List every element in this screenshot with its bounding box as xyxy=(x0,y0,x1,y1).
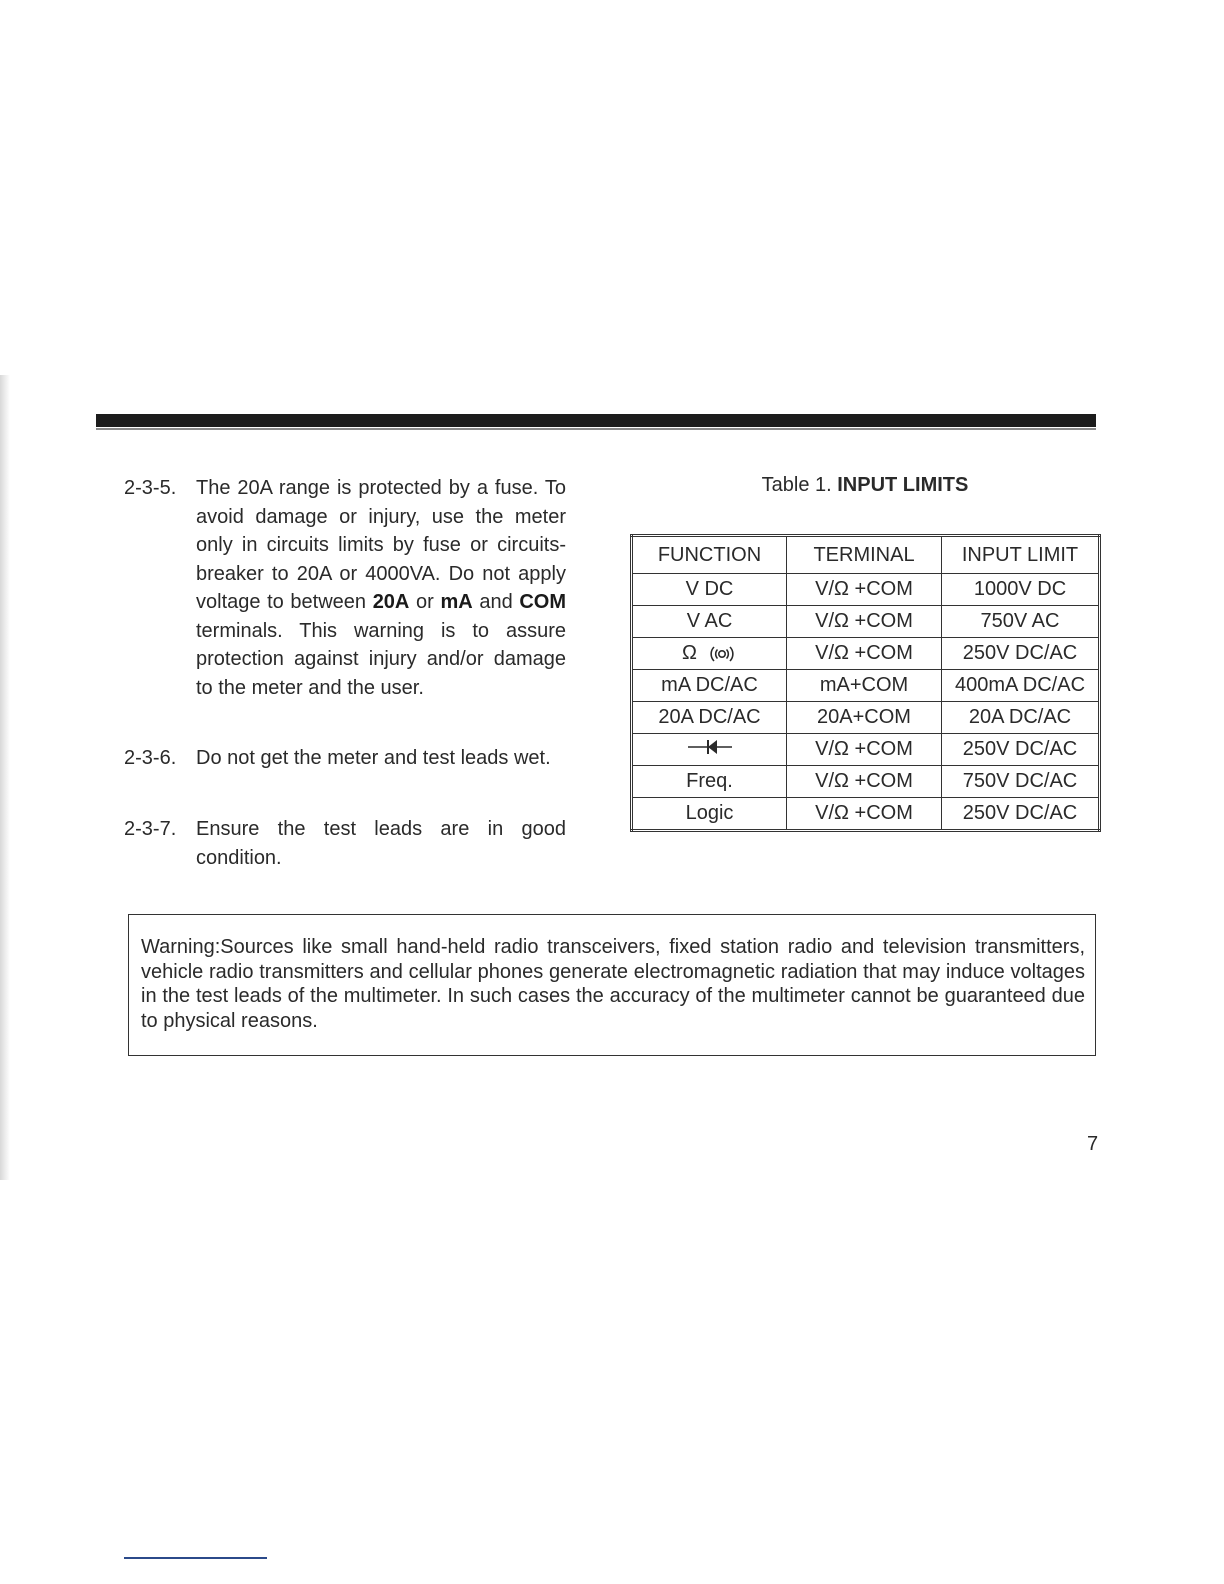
cell-terminal: 20A+COM xyxy=(787,702,942,734)
warning-box xyxy=(128,914,1096,1056)
table-row xyxy=(632,798,1100,831)
table-header-row xyxy=(632,536,1100,574)
header-rule xyxy=(96,414,1096,427)
cell-limit: 400mA DC/AC xyxy=(942,670,1100,702)
section-number: 2-3-7. xyxy=(124,818,177,840)
table-row xyxy=(632,734,1100,766)
table-caption: Table 1. INPUT LIMITS xyxy=(761,474,969,496)
table-title: INPUT LIMITS xyxy=(837,474,969,496)
warning-label: Warning: xyxy=(141,936,221,958)
cell-function xyxy=(632,734,787,766)
warning-body: Sources like small hand-held radio transceivers, fixed station radio and television transmitters, vehicle radio transmitters and cellular phones generate electromagnetic radiation that may induce voltages in the test leads of the multimeter. In such cases the accuracy of the multimeter cannot be guaranteed due to physical reasons. xyxy=(141,936,1085,1032)
header-terminal: TERMINAL xyxy=(787,536,942,574)
table-row xyxy=(632,702,1100,734)
section-text: Do not get the meter and test leads wet. xyxy=(196,747,551,769)
cell-limit: 250V DC/AC xyxy=(942,798,1100,831)
cell-function: V AC xyxy=(632,606,787,638)
section-text: Ensure the test leads are in good condition. xyxy=(196,818,566,869)
cell-function xyxy=(632,638,787,670)
cell-terminal: mA+COM xyxy=(787,670,942,702)
section-2-3-6 xyxy=(124,744,566,773)
cell-terminal: V/Ω +COM xyxy=(787,798,942,831)
table-row xyxy=(632,670,1100,702)
cell-function: Freq. xyxy=(632,766,787,798)
cell-limit: 750V DC/AC xyxy=(942,766,1100,798)
ohm-symbol: Ω xyxy=(682,642,697,664)
diode-icon xyxy=(686,737,734,763)
cell-limit: 20A DC/AC xyxy=(942,702,1100,734)
header-function: FUNCTION xyxy=(632,536,787,574)
section-2-3-7 xyxy=(124,815,566,872)
warning-text xyxy=(141,935,1085,1033)
cell-limit: 250V DC/AC xyxy=(942,638,1100,670)
cell-function: Logic xyxy=(632,798,787,831)
cell-function: 20A DC/AC xyxy=(632,702,787,734)
table-row xyxy=(632,606,1100,638)
cell-terminal: V/Ω +COM xyxy=(787,766,942,798)
section-2-3-5 xyxy=(124,474,566,702)
bold-com: COM xyxy=(519,591,566,613)
input-limits-table xyxy=(630,534,1101,832)
header-input-limit: INPUT LIMIT xyxy=(942,536,1100,574)
section-number: 2-3-5. xyxy=(124,477,177,499)
header-rule-thin xyxy=(96,428,1096,430)
cell-limit: 1000V DC xyxy=(942,574,1100,606)
table-row xyxy=(632,638,1100,670)
section-text: The 20A range is protected by a fuse. To avoid damage or injury, use the meter only in circuits limits by fuse or circuits-breaker to 20A or 4000VA. Do not apply voltage to between 20A or mA and COM terminals. This warning is to assure protection against injury and/or damage to the meter and the user. xyxy=(196,477,566,699)
page-edge-shadow xyxy=(0,375,10,1180)
bold-ma: mA xyxy=(440,591,473,613)
section-number: 2-3-6. xyxy=(124,747,177,769)
cell-limit: 750V AC xyxy=(942,606,1100,638)
cell-terminal: V/Ω +COM xyxy=(787,606,942,638)
cell-limit: 250V DC/AC xyxy=(942,734,1100,766)
cell-terminal: V/Ω +COM xyxy=(787,734,942,766)
cell-function: mA DC/AC xyxy=(632,670,787,702)
continuity-icon xyxy=(707,645,737,663)
bold-20a: 20A xyxy=(372,591,410,613)
cell-terminal: V/Ω +COM xyxy=(787,574,942,606)
table-row xyxy=(632,574,1100,606)
footer-rule xyxy=(124,1557,267,1559)
table-row xyxy=(632,766,1100,798)
cell-function: V DC xyxy=(632,574,787,606)
cell-terminal: V/Ω +COM xyxy=(787,638,942,670)
page-number: 7 xyxy=(1087,1133,1099,1155)
